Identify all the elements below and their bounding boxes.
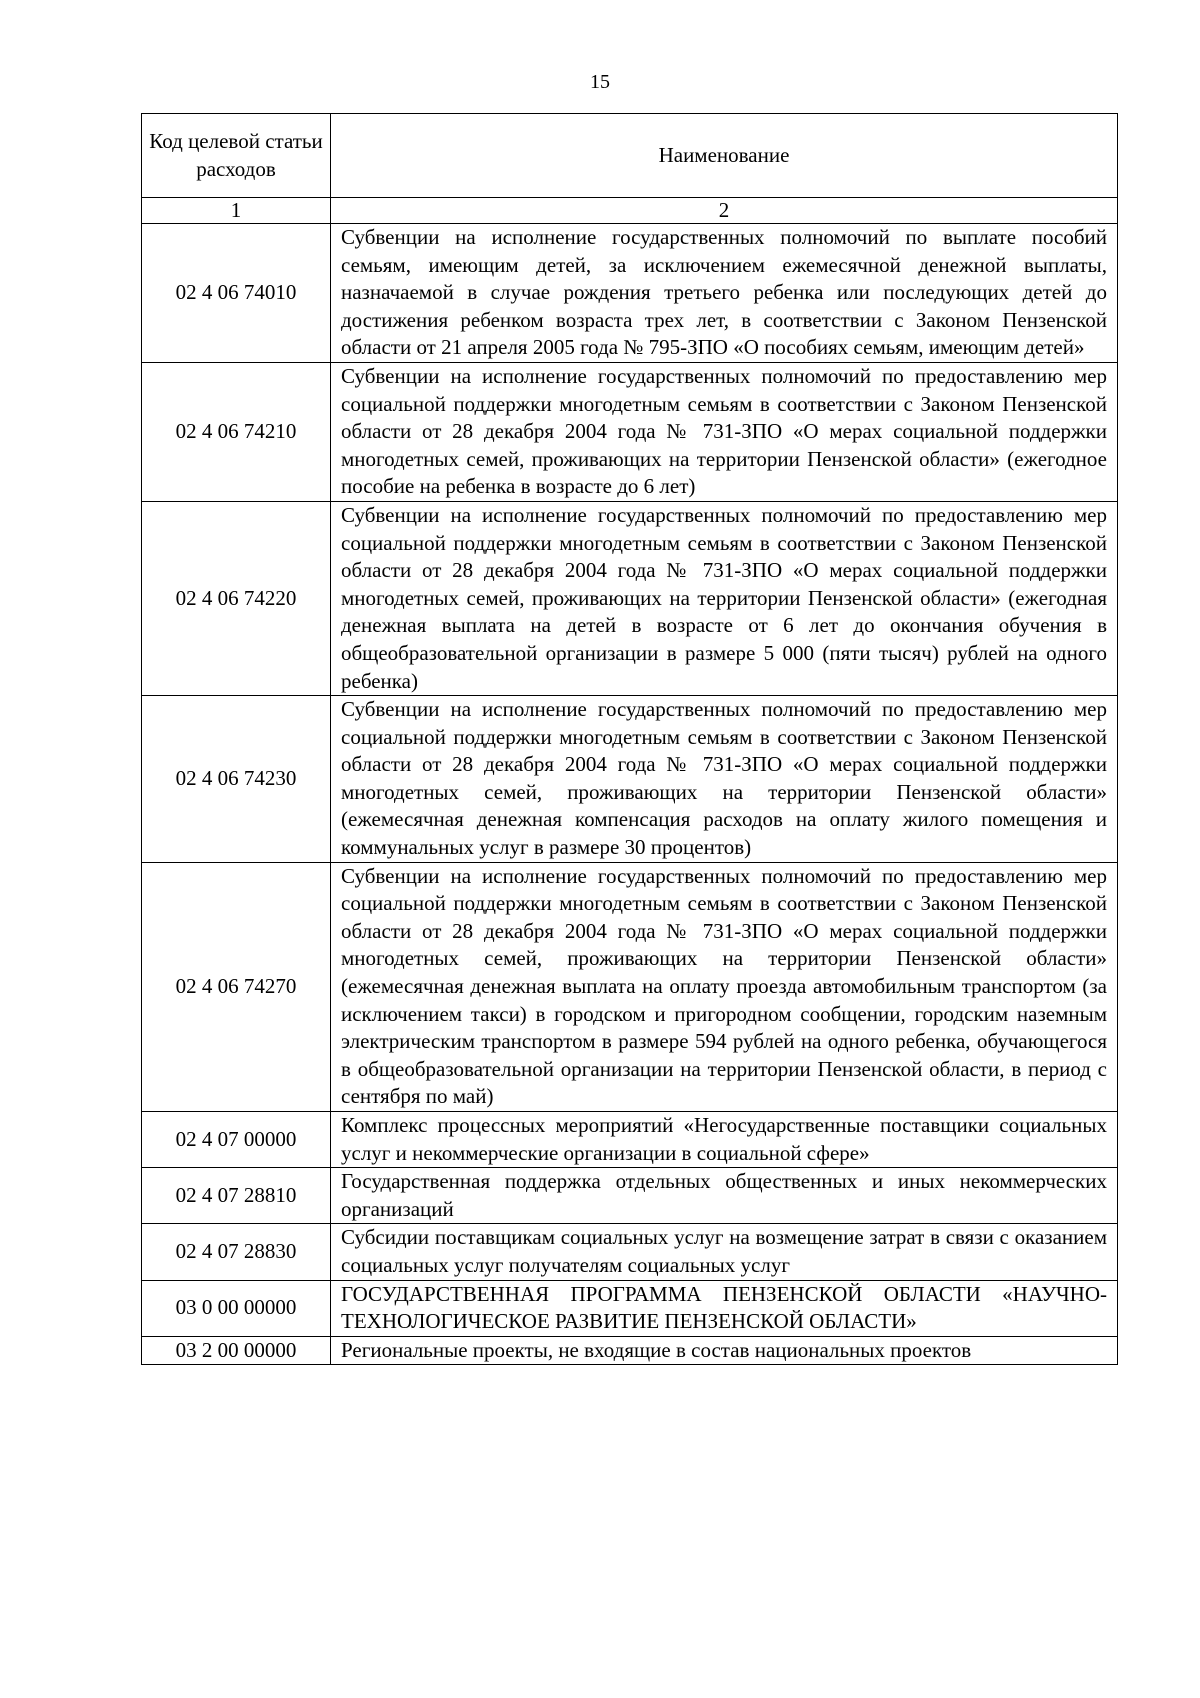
- table-header: [142, 114, 1118, 224]
- row-code: 02 4 06 74220: [142, 501, 331, 695]
- table-row: [142, 696, 1118, 863]
- row-name: Субвенции на исполнение государственных полномочий по предоставлению мер социальной поддержки многодетным семьям в соответствии с Законом Пензенской области от 28 декабря 2004 года № 731-ЗПО «О мерах социальной поддержки многодетных семей, проживающих на территории Пензенской области» (ежемесячная денежная выплата на оплату проезда автомобильным транспортом (за исключением такси) в городском и пригородном сообщении, городским наземным электрическим транспортом в размере 594 рублей на одного ребенка, обучающегося в общеобразовательной организации на территории Пензенской области, в период с сентября по май): [331, 862, 1118, 1111]
- budget-codes-table: [141, 113, 1118, 1365]
- table-row: [142, 1112, 1118, 1168]
- table-row: [142, 862, 1118, 1111]
- row-code: 02 4 06 74010: [142, 224, 331, 363]
- column-number-1: 1: [142, 198, 331, 224]
- row-name: Субвенции на исполнение государственных полномочий по выплате пособий семьям, имеющим детей, за исключением ежемесячной денежной выплаты, назначаемой в случае рождения третьего ребенка или последующих детей до достижения ребенком возраста трех лет, в соответствии с Законом Пензенской области от 21 апреля 2005 года № 795-ЗПО «О пособиях семьям, имеющим детей»: [331, 224, 1118, 363]
- row-name: Государственная поддержка отдельных общественных и иных некоммерческих организаций: [331, 1168, 1118, 1224]
- header-code-column: Код целевой статьи расходов: [142, 114, 331, 198]
- row-name: Субвенции на исполнение государственных полномочий по предоставлению мер социальной поддержки многодетным семьям в соответствии с Законом Пензенской области от 28 декабря 2004 года № 731-ЗПО «О мерах социальной поддержки многодетных семей, проживающих на территории Пензенской области» (ежегодное пособие на ребенка в возрасте до 6 лет): [331, 362, 1118, 501]
- row-code: 02 4 06 74210: [142, 362, 331, 501]
- row-name: Субвенции на исполнение государственных полномочий по предоставлению мер социальной поддержки многодетным семьям в соответствии с Законом Пензенской области от 28 декабря 2004 года № 731-ЗПО «О мерах социальной поддержки многодетных семей, проживающих на территории Пензенской области» (ежегодная денежная выплата на детей в возрасте от 6 лет до окончания обучения в общеобразовательной организации в размере 5 000 (пяти тысяч) рублей на одного ребенка): [331, 501, 1118, 695]
- column-number-row: [142, 198, 1118, 224]
- row-code: 02 4 07 28830: [142, 1224, 331, 1280]
- table-row: [142, 1336, 1118, 1365]
- row-name: Субсидии поставщикам социальных услуг на возмещение затрат в связи с оказанием социальных услуг получателям социальных услуг: [331, 1224, 1118, 1280]
- table-row: [142, 1280, 1118, 1336]
- row-name: Комплекс процессных мероприятий «Негосударственные поставщики социальных услуг и некоммерческие организации в социальной сфере»: [331, 1112, 1118, 1168]
- table-row: [142, 1168, 1118, 1224]
- row-code: 03 2 00 00000: [142, 1336, 331, 1365]
- row-code: 02 4 07 00000: [142, 1112, 331, 1168]
- row-code: 02 4 07 28810: [142, 1168, 331, 1224]
- table-row: [142, 501, 1118, 695]
- header-name-column: Наименование: [331, 114, 1118, 198]
- page-number: 15: [590, 71, 610, 93]
- row-name: ГОСУДАРСТВЕННАЯ ПРОГРАММА ПЕНЗЕНСКОЙ ОБЛАСТИ «НАУЧНО-ТЕХНОЛОГИЧЕСКОЕ РАЗВИТИЕ ПЕНЗЕНСКОЙ ОБЛАСТИ»: [331, 1280, 1118, 1336]
- column-number-2: 2: [331, 198, 1118, 224]
- row-code: 02 4 06 74230: [142, 696, 331, 863]
- row-code: 02 4 06 74270: [142, 862, 331, 1111]
- table-row: [142, 362, 1118, 501]
- row-name: Региональные проекты, не входящие в состав национальных проектов: [331, 1336, 1118, 1365]
- row-code: 03 0 00 00000: [142, 1280, 331, 1336]
- table-row: [142, 1224, 1118, 1280]
- table-body: [142, 224, 1118, 1365]
- header-row: [142, 114, 1118, 198]
- row-name: Субвенции на исполнение государственных полномочий по предоставлению мер социальной поддержки многодетным семьям в соответствии с Законом Пензенской области от 28 декабря 2004 года № 731-ЗПО «О мерах социальной поддержки многодетных семей, проживающих на территории Пензенской области» (ежемесячная денежная компенсация расходов на оплату жилого помещения и коммунальных услуг в размере 30 процентов): [331, 696, 1118, 863]
- table-row: [142, 224, 1118, 363]
